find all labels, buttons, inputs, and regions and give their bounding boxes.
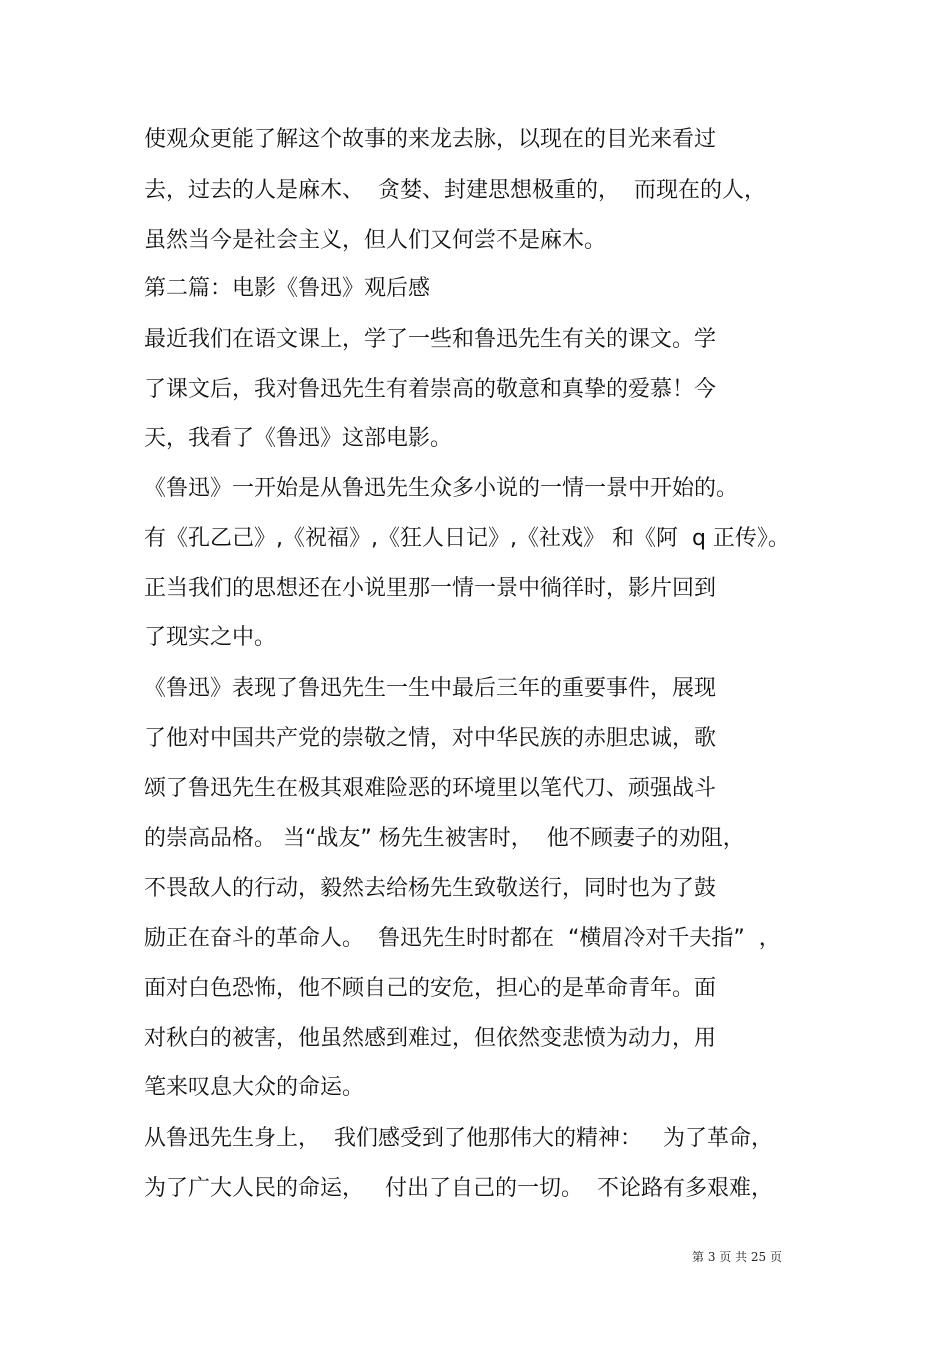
text-line: 《鲁迅》表现了鲁迅先生一生中最后三年的重要事件，展现 [144,676,717,701]
text-line: 对秋白的被害，他虽然感到难过，但依然变悲愤为动力，用 [144,1026,717,1051]
text-line: 《鲁迅》一开始是从鲁迅先生众多小说的一情一景中开始的。 [144,476,739,501]
text-line: 的崇高品格。 当“战友” 杨先生被害时， 他不顾妻子的劝阻， [144,826,745,851]
text-line: 最近我们在语文课上，学了一些和鲁迅先生有关的课文。学 [144,327,717,352]
section-heading: 第二篇：电影《鲁迅》观后感 [144,276,431,301]
text-line: 励正在奋斗的革命人。 鲁迅先生时时都在 “横眉冷对千夫指” ， [144,926,781,951]
text-line: 了现实之中。 [144,625,277,650]
text-line: 颂了鲁迅先生在极其艰难险恶的环境里以笔代刀、顽强战斗 [144,776,717,801]
text-line: 从鲁迅先生身上， 我们感受到了他那伟大的精神： 为了革命， [144,1126,773,1151]
text-line: 去，过去的人是麻木、 贪婪、封建思想极重的， 而现在的人， [144,178,766,203]
text-line: 了他对中国共产党的崇敬之情，对中华民族的赤胆忠诚，歌 [144,726,717,751]
text-line: 虽然当今是社会主义，但人们又何尝不是麻木。 [144,228,607,253]
text-line: 了课文后，我对鲁迅先生有着崇高的敬意和真挚的爱慕！今 [144,377,717,402]
text-line: 有《孔乙己》,《祝福》,《狂人日记》,《社戏》 和《阿 q 正传》。 [144,526,790,551]
page-number-footer: 第 3 页 共 25 页 [692,1250,782,1264]
text-line: 正当我们的思想还在小说里那一情一景中徜徉时，影片回到 [144,576,717,601]
text-line: 使观众更能了解这个故事的来龙去脉，以现在的目光来看过 [144,127,717,152]
text-line: 为了广大人民的命运， 付出了自己的一切。 不论路有多艰难， [144,1176,773,1201]
text-line: 面对白色恐怖，他不顾自己的安危，担心的是革命青年。面 [144,976,717,1001]
text-line: 笔来叹息大众的命运。 [144,1075,365,1100]
text-line: 天，我看了《鲁迅》这部电影。 [144,426,453,451]
text-line: 不畏敌人的行动，毅然去给杨先生致敬送行，同时也为了鼓 [144,876,717,901]
